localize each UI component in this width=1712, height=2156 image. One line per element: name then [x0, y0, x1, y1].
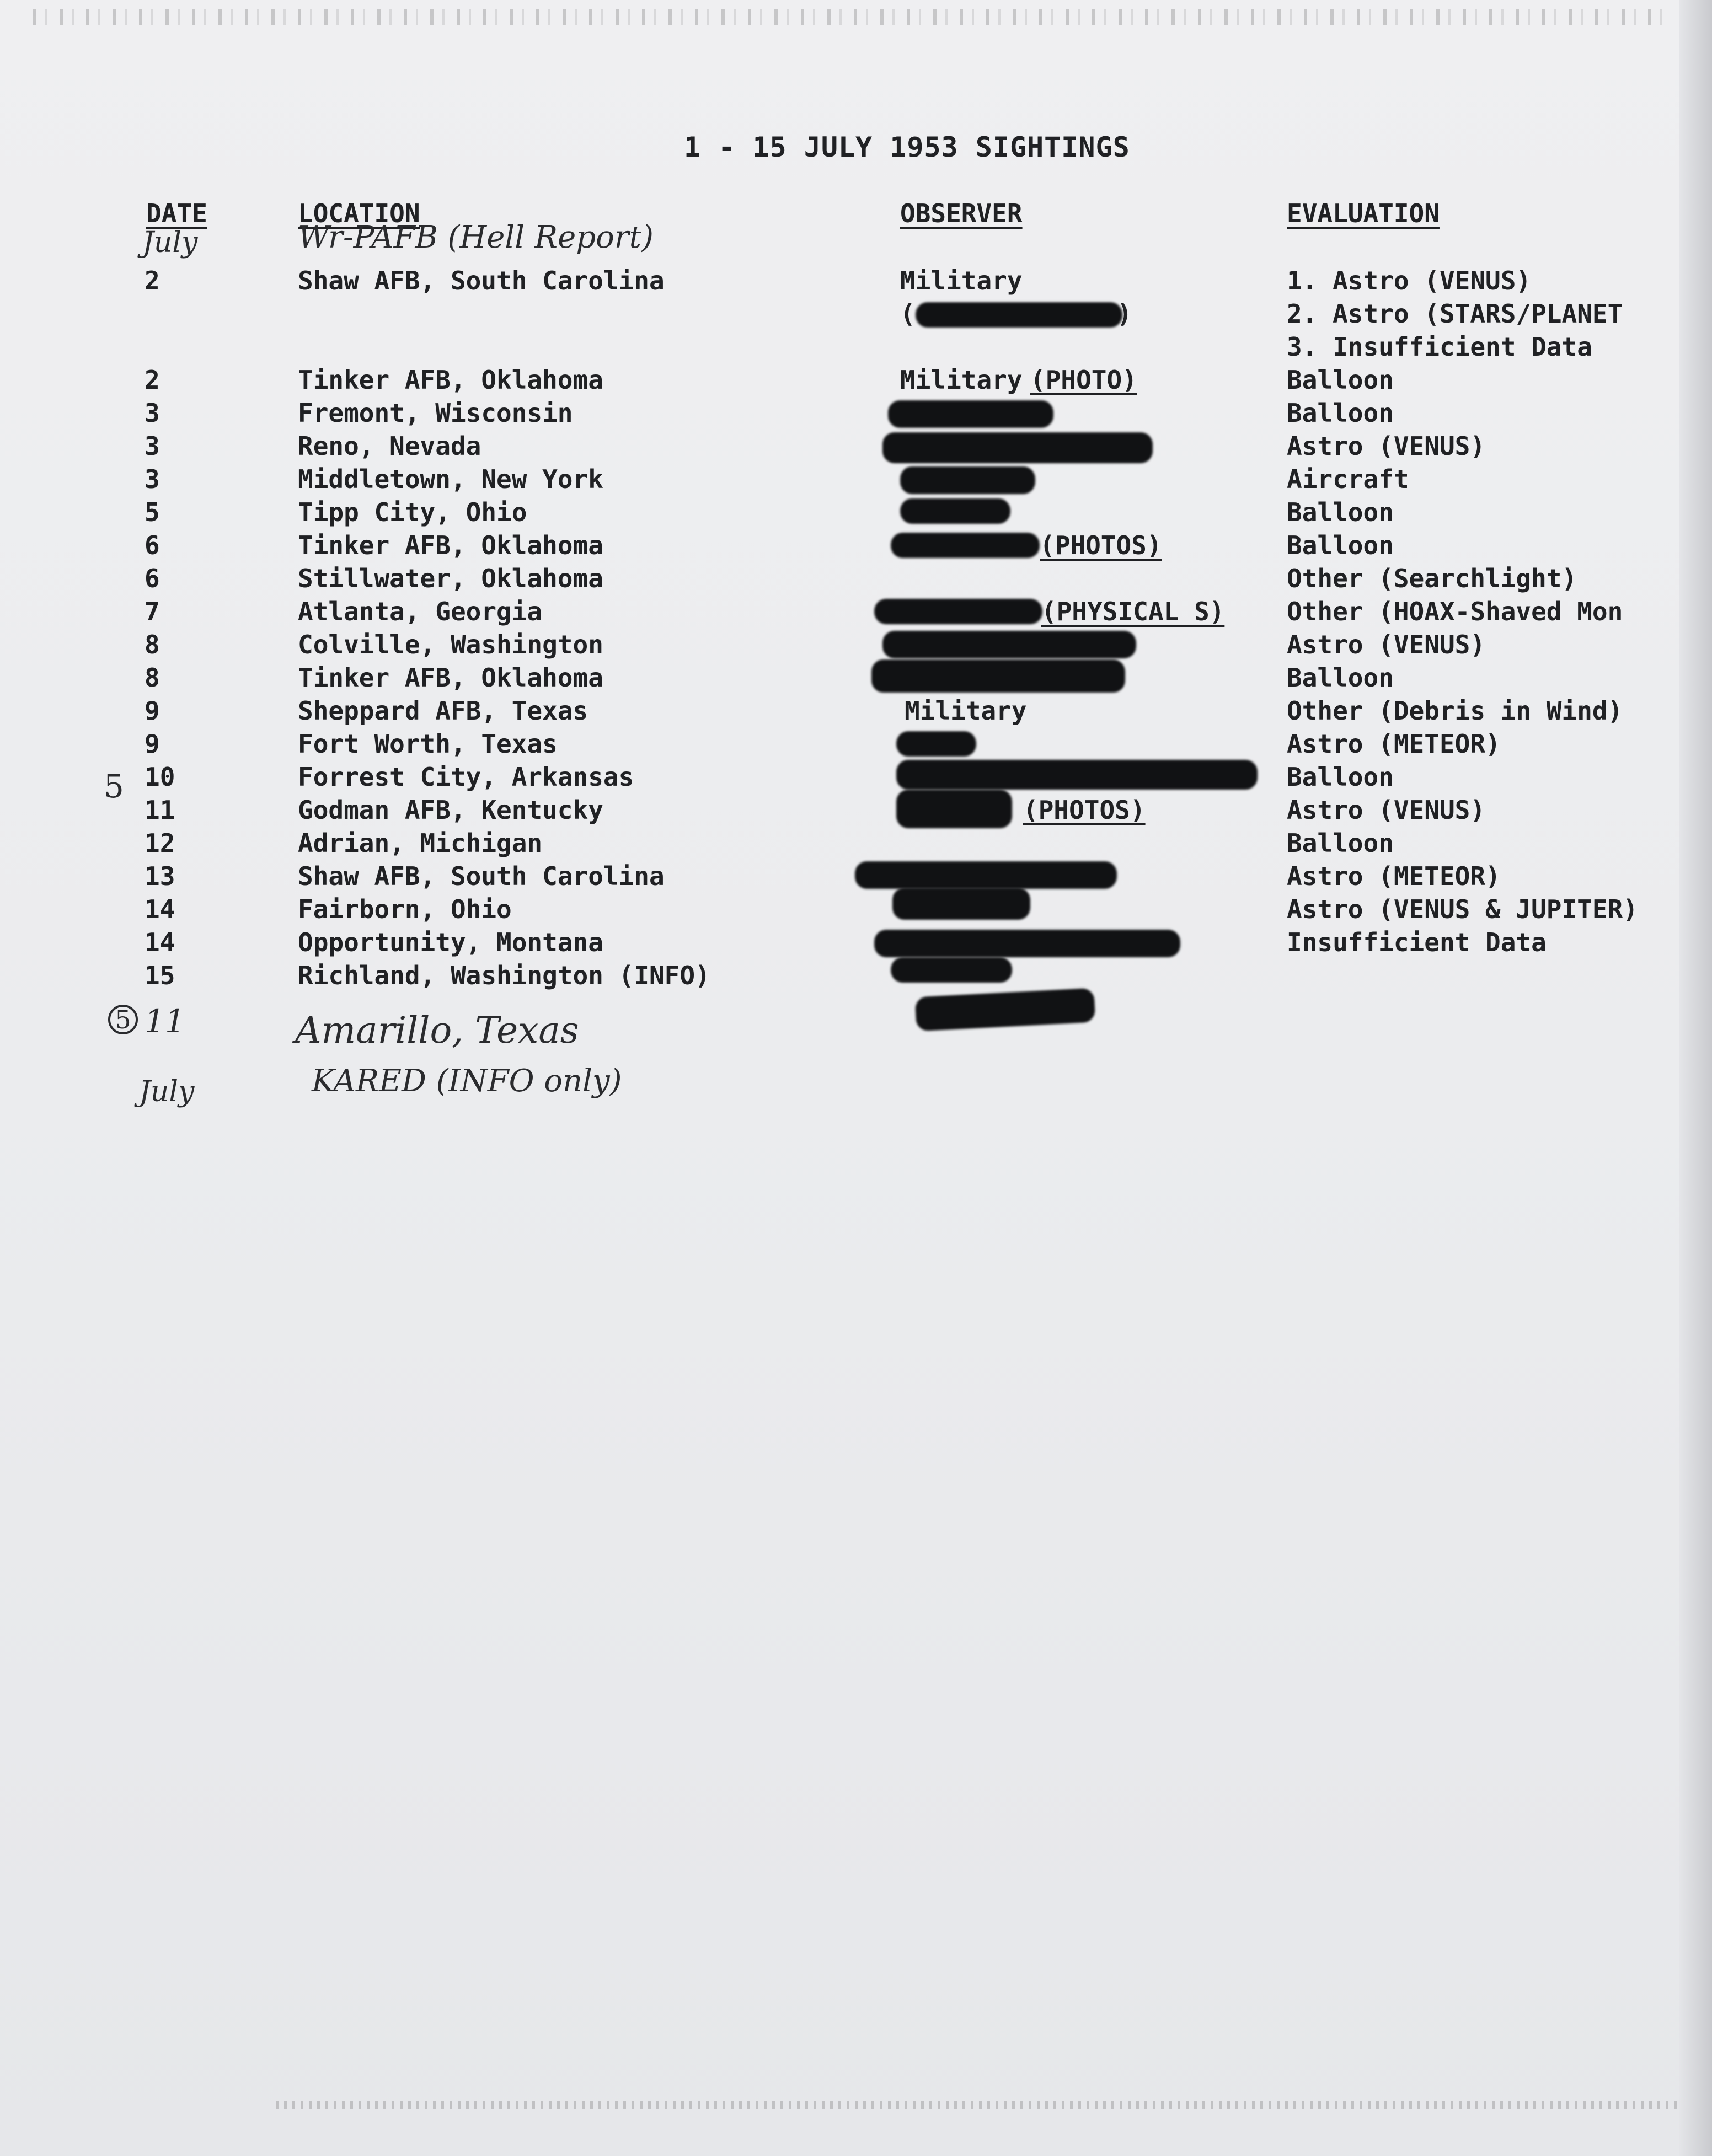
row-evaluation: 3. Insufficient Data: [1287, 332, 1592, 362]
redaction-bar: [896, 760, 1258, 790]
redaction-bar: [900, 466, 1035, 494]
header-location: LOCATION: [298, 199, 420, 228]
row-location: Reno, Nevada: [298, 431, 482, 461]
row-date: 2: [145, 266, 160, 296]
row-observer: Military: [900, 365, 1023, 395]
row-evaluation: Balloon: [1287, 762, 1394, 792]
row-observer: Military: [900, 266, 1023, 296]
redaction-bar: [874, 930, 1180, 957]
document-title: 1 - 15 JULY 1953 SIGHTINGS: [684, 131, 1130, 163]
handwritten-date-note: July: [139, 1075, 195, 1108]
row-evaluation: Astro (METEOR): [1287, 729, 1501, 759]
row-observer-note: (PHOTOS): [1023, 795, 1146, 825]
row-location: Tinker AFB, Oklahoma: [298, 365, 603, 395]
redaction-bar: [891, 957, 1012, 983]
row-date: 2: [145, 365, 160, 395]
row-evaluation: Astro (VENUS): [1287, 795, 1486, 825]
row-location: Colville, Washington: [298, 630, 603, 659]
row-observer: Military: [905, 696, 1027, 726]
row-location: Fremont, Wisconsin: [298, 398, 573, 428]
row-location: Adrian, Michigan: [298, 828, 543, 858]
row-date: 14: [145, 927, 175, 957]
redaction-bar: [882, 631, 1136, 658]
row-observer-note: (PHOTO): [1030, 365, 1137, 395]
row-date: 6: [145, 530, 160, 560]
row-evaluation: Other (Debris in Wind): [1287, 696, 1623, 726]
row-evaluation: Astro (METEOR): [1287, 861, 1501, 891]
row-evaluation: Astro (VENUS): [1287, 630, 1486, 659]
handwritten-location-note: KARED (INFO only): [312, 1063, 622, 1099]
row-location: Stillwater, Oklahoma: [298, 564, 603, 593]
row-evaluation: Balloon: [1287, 497, 1394, 527]
redaction-bar: [896, 790, 1012, 828]
row-observer-paren-open: (: [900, 299, 916, 329]
row-location: Richland, Washington (INFO): [298, 961, 710, 990]
row-location: Godman AFB, Kentucky: [298, 795, 603, 825]
header-evaluation: EVALUATION: [1287, 199, 1440, 228]
row-date: 8: [145, 630, 160, 659]
row-date: 5: [145, 497, 160, 527]
header-observer: OBSERVER: [900, 199, 1023, 228]
redaction-bar: [900, 498, 1010, 524]
row-observer-note: (PHOTOS): [1040, 530, 1162, 560]
redaction-bar: [916, 302, 1122, 328]
row-date: 9: [145, 696, 160, 726]
row-date: 3: [145, 464, 160, 494]
handwritten-date: 11: [145, 1002, 185, 1040]
redaction-bar: [892, 888, 1030, 920]
redaction-bar: [874, 599, 1042, 624]
scan-noise-top: [33, 9, 1666, 25]
redaction-bar: [888, 400, 1053, 428]
row-evaluation: Other (HOAX-Shaved Mon: [1287, 597, 1623, 626]
row-date: 15: [145, 961, 175, 990]
row-evaluation: Balloon: [1287, 398, 1394, 428]
row-location: Fairborn, Ohio: [298, 894, 512, 924]
row-evaluation: Balloon: [1287, 530, 1394, 560]
row-evaluation: Other (Searchlight): [1287, 564, 1577, 593]
handwritten-location-note: Wr-PAFB (Hell Report): [298, 219, 654, 255]
row-location: Tipp City, Ohio: [298, 497, 527, 527]
redaction-bar: [891, 533, 1040, 558]
row-date: 7: [145, 597, 160, 626]
handwritten-date-note: July: [142, 226, 198, 259]
row-evaluation: Balloon: [1287, 365, 1394, 395]
row-location: Middletown, New York: [298, 464, 603, 494]
row-location: Shaw AFB, South Carolina: [298, 266, 665, 296]
row-observer-suffix: ): [1117, 299, 1132, 329]
row-evaluation: Balloon: [1287, 828, 1394, 858]
row-location: Opportunity, Montana: [298, 927, 603, 957]
header-date: DATE: [146, 199, 207, 228]
row-location: Tinker AFB, Oklahoma: [298, 530, 603, 560]
row-location: Shaw AFB, South Carolina: [298, 861, 665, 891]
row-evaluation: 1. Astro (VENUS): [1287, 266, 1532, 296]
handwritten-location: Amarillo, Texas: [295, 1009, 579, 1052]
row-date: 10: [145, 762, 175, 792]
row-date: 12: [145, 828, 175, 858]
row-evaluation: Astro (VENUS): [1287, 431, 1486, 461]
scan-noise-bottom: [276, 2101, 1677, 2109]
row-observer-note: (PHYSICAL S): [1041, 597, 1225, 626]
page-edge-shadow: [1679, 0, 1712, 2156]
row-location: Fort Worth, Texas: [298, 729, 558, 759]
row-date: 3: [145, 398, 160, 428]
row-location: Forrest City, Arkansas: [298, 762, 634, 792]
row-evaluation: 2. Astro (STARS/PLANET: [1287, 299, 1623, 329]
redaction-bar: [871, 659, 1125, 693]
row-date: 11: [145, 795, 175, 825]
row-location: Atlanta, Georgia: [298, 597, 543, 626]
row-date: 3: [145, 431, 160, 461]
redaction-bar: [882, 432, 1153, 463]
row-date: 14: [145, 894, 175, 924]
row-date: 6: [145, 564, 160, 593]
row-date: 13: [145, 861, 175, 891]
row-date: 9: [145, 729, 160, 759]
row-evaluation: Aircraft: [1287, 464, 1409, 494]
row-evaluation: Insufficient Data: [1287, 927, 1547, 957]
circled-margin-mark: 5: [104, 768, 124, 805]
row-evaluation: Astro (VENUS & JUPITER): [1287, 894, 1638, 924]
row-location: Sheppard AFB, Texas: [298, 696, 588, 726]
row-date: 8: [145, 663, 160, 693]
circled-margin-mark: 5: [108, 1005, 138, 1034]
redaction-bar: [855, 861, 1117, 889]
row-location: Tinker AFB, Oklahoma: [298, 663, 603, 693]
row-evaluation: Balloon: [1287, 663, 1394, 693]
redaction-bar: [896, 731, 976, 757]
